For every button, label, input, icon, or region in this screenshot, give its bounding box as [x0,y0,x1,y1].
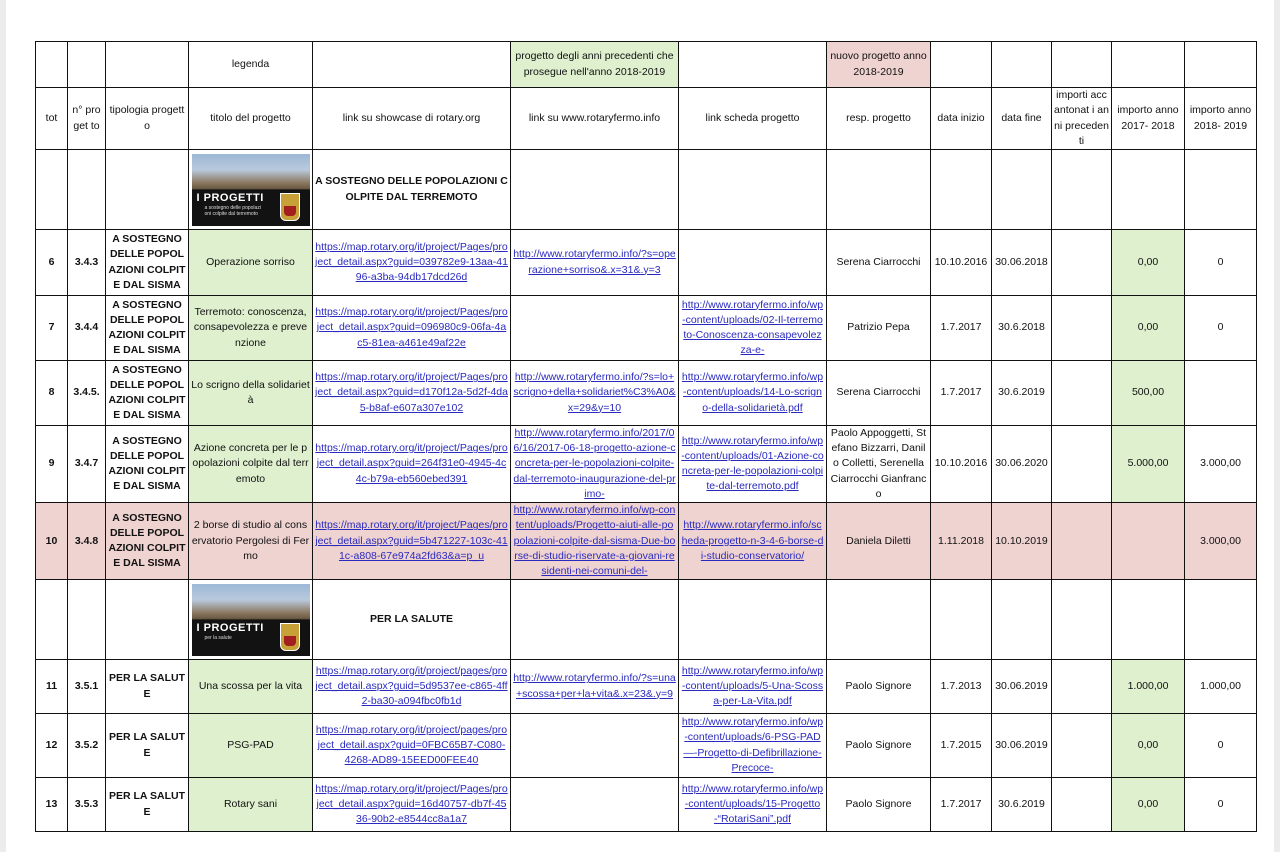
previous-amount [1052,778,1112,832]
scheda-link-text[interactable]: http://www.rotaryfermo.info/wp-content/uploads/02-Il-terremoto-Conoscenza-consapevolezza-e- [681,298,824,357]
legend-continuing: progetto degli anni precedenti che prosegue nell'anno 2018-2019 [511,42,679,88]
project-row [36,660,1257,714]
site-link-text[interactable]: http://www.rotaryfermo.info/2017/06/16/2017-06-18-progetto-azione-concreta-per-le-popolazioni-colpite-dal-terremoto-inaugurazione-del-primo- [513,427,676,500]
col-header: resp. progetto [827,88,931,150]
col-header: importo anno 2017- 2018 [1112,88,1185,150]
project-number: 3.4.7 [68,426,106,503]
project-type: PER LA SALUTE [106,778,189,832]
start-date: 1.7.2013 [931,660,992,714]
project-row [36,426,1257,503]
row-number: 10 [36,503,68,580]
project-number: 3.4.4 [68,296,106,361]
project-title: Terremoto: conoscenza, consapevolezza e prevenzione [189,296,313,361]
site-link [511,660,679,714]
project-row [36,361,1257,426]
start-date: 10.10.2016 [931,230,992,296]
scheda-link [679,426,827,503]
showcase-link-text[interactable]: https://map.rotary.org/it/project/pages/project_detail.aspx?guid=0FBC65B7-C080-4268-AD89-15EED00FEE40 [315,723,508,767]
site-link [511,230,679,296]
amount-2017-2018: 0,00 [1112,296,1185,361]
project-owner: Patrizio Pepa [827,296,931,361]
project-row [36,230,1257,296]
end-date: 30.06.2020 [992,426,1052,503]
project-type: PER LA SALUTE [106,714,189,778]
amount-2017-2018: 1.000,00 [1112,660,1185,714]
project-title: PSG-PAD [189,714,313,778]
row-number: 8 [36,361,68,426]
section-banner-image: I PROGETTI per la salute [192,584,310,656]
previous-amount [1052,426,1112,503]
col-header: tot [36,88,68,150]
project-type: PER LA SALUTE [106,660,189,714]
showcase-link-text[interactable]: https://map.rotary.org/it/project/Pages/project_detail.aspx?guid=096980c9-06fa-4ac5-81ea-a461e49af22e [315,306,508,349]
scheda-link [679,296,827,361]
project-row [36,778,1257,832]
scheda-link [679,230,827,296]
project-owner: Paolo Signore [827,778,931,832]
amount-2018-2019: 0 [1185,714,1257,778]
project-title: Azione concreta per le popolazioni colpite dal terremoto [189,426,313,503]
project-number: 3.5.2 [68,714,106,778]
showcase-link [313,660,511,714]
col-header: titolo del progetto [189,88,313,150]
site-link [511,361,679,426]
previous-amount [1052,660,1112,714]
row-number: 9 [36,426,68,503]
col-header: data inizio [931,88,992,150]
scheda-link [679,778,827,832]
end-date: 10.10.2019 [992,503,1052,580]
amount-2018-2019: 0 [1185,296,1257,361]
showcase-link-text[interactable]: https://map.rotary.org/it/project/Pages/project_detail.aspx?guid=5b471227-103c-411c-a808-67e974a2fd63&a=p_u [315,519,508,562]
start-date: 1.7.2015 [931,714,992,778]
showcase-link [313,426,511,503]
column-header-row [36,88,1257,150]
section-salute-row [36,580,1257,660]
amount-2017-2018: 0,00 [1112,778,1185,832]
row-number: 7 [36,296,68,361]
project-title: Lo scrigno della solidarietà [189,361,313,426]
scheda-link [679,714,827,778]
project-owner: Paolo Signore [827,660,931,714]
end-date: 30.06.2019 [992,660,1052,714]
legend-new: nuovo progetto anno 2018-2019 [827,42,931,88]
scheda-link-text[interactable]: http://www.rotaryfermo.info/wp-content/uploads/5-Una-Scossa-per-La-Vita.pdf [681,664,824,708]
project-type: A SOSTEGNO DELLE POPOLAZIONI COLPITE DAL SISMA [106,426,189,503]
site-link-text[interactable]: http://www.rotaryfermo.info/?s=lo+scrigno+della+solidariet%C3%A0&x=29&y=10 [513,371,676,414]
amount-2018-2019 [1185,361,1257,426]
row-number: 6 [36,230,68,296]
project-number: 3.4.5. [68,361,106,426]
section-banner-image: I PROGETTI a sostegno delle popolazioni colpite dal terremoto [192,154,310,226]
showcase-link [313,361,511,426]
row-number: 12 [36,714,68,778]
project-number: 3.4.3 [68,230,106,296]
project-row [36,503,1257,580]
showcase-link [313,714,511,778]
project-title: Rotary sani [189,778,313,832]
scheda-link-text[interactable]: http://www.rotaryfermo.info/wp-content/uploads/14-Lo-scrigno-della-solidarietà.pdf [681,371,824,414]
rotary-seal-icon [280,623,300,651]
site-link-text[interactable]: http://www.rotaryfermo.info/?s=una+scossa+per+la+vita&.x=23&.y=9 [513,672,676,700]
start-date: 10.10.2016 [931,426,992,503]
scheda-link-text[interactable]: http://www.rotaryfermo.info/scheda-progetto-n-3-4-6-borse-di-studio-conservatorio/ [681,519,824,562]
previous-amount [1052,296,1112,361]
row-number: 11 [36,660,68,714]
section-heading: A SOSTEGNO DELLE POPOLAZIONI COLPITE DAL TERREMOTO [313,150,511,230]
section-heading: PER LA SALUTE [313,580,511,660]
rotary-seal-icon [280,193,300,221]
legend-label: legenda [189,42,313,88]
start-date: 1.7.2017 [931,296,992,361]
end-date: 30.6.2019 [992,361,1052,426]
amount-2018-2019: 3.000,00 [1185,503,1257,580]
amount-2018-2019: 0 [1185,778,1257,832]
col-header: tipologia progetto [106,88,189,150]
site-link [511,296,679,361]
site-link-text[interactable]: http://www.rotaryfermo.info/wp-content/uploads/Progetto-aiuti-alle-popolazioni-colpite-dal-sisma-Due-borse-di-studio-riservate-a-giovani-residenti-nei-comuni-del- [513,504,676,577]
scheda-link [679,361,827,426]
showcase-link [313,296,511,361]
project-number: 3.5.3 [68,778,106,832]
previous-amount [1052,714,1112,778]
col-header: importi accantonat i anni precedenti [1052,88,1112,150]
project-type: A SOSTEGNO DELLE POPOLAZIONI COLPITE DAL SISMA [106,230,189,296]
project-owner: Daniela Diletti [827,503,931,580]
showcase-link-text[interactable]: https://map.rotary.org/it/project/Pages/project_detail.aspx?guid=16d40757-db7f-4536-90b2-e8544cc8a1a7 [315,782,508,826]
col-header: link scheda progetto [679,88,827,150]
col-header: link su showcase di rotary.org [313,88,511,150]
showcase-link-text[interactable]: https://map.rotary.org/it/project/pages/project_detail.aspx?guid=5d9537ee-c865-4ff2-ba30-a094fbc0fb1d [315,664,508,708]
amount-2017-2018: 500,00 [1112,361,1185,426]
end-date: 30.6.2018 [992,296,1052,361]
amount-2017-2018: 0,00 [1112,714,1185,778]
showcase-link-text[interactable]: https://map.rotary.org/it/project/Pages/project_detail.aspx?guid=d170f12a-5d2f-4da5-b8af-e607a307e102 [315,371,508,414]
end-date: 30.06.2018 [992,230,1052,296]
project-number: 3.5.1 [68,660,106,714]
end-date: 30.06.2019 [992,714,1052,778]
project-owner: Paolo Appoggetti, Stefano Bizzarri, Danilo Colletti, Serenella Ciarrocchi Gianfranco [827,426,931,503]
previous-amount [1052,230,1112,296]
amount-2017-2018: 5.000,00 [1112,426,1185,503]
project-owner: Serena Ciarrocchi [827,230,931,296]
project-row [36,714,1257,778]
section-sisma-row [36,150,1257,230]
project-title: 2 borse di studio al conservatorio Pergolesi di Fermo [189,503,313,580]
legend-row [36,42,1257,88]
showcase-link-text[interactable]: https://map.rotary.org/it/project/Pages/project_detail.aspx?guid=264f31e0-4945-4c4c-b79a-eb560ebed391 [315,442,508,485]
start-date: 1.7.2017 [931,778,992,832]
col-header: importo anno 2018- 2019 [1185,88,1257,150]
project-title: Operazione sorriso [189,230,313,296]
spreadsheet-page [6,0,1274,852]
previous-amount [1052,503,1112,580]
amount-2017-2018: 0,00 [1112,230,1185,296]
previous-amount [1052,361,1112,426]
site-link [511,503,679,580]
showcase-link-text[interactable]: https://map.rotary.org/it/project/Pages/project_detail.aspx?guid=039782e9-13aa-4196-a3ba-94db17dcd26d [315,240,508,284]
amount-2018-2019: 1.000,00 [1185,660,1257,714]
site-link [511,426,679,503]
col-header: n° proget to [68,88,106,150]
row-number: 13 [36,778,68,832]
project-row [36,296,1257,361]
showcase-link [313,503,511,580]
site-link [511,778,679,832]
scheda-link [679,503,827,580]
site-link [511,714,679,778]
project-title: Una scossa per la vita [189,660,313,714]
col-header: data fine [992,88,1052,150]
amount-2018-2019: 0 [1185,230,1257,296]
project-owner: Serena Ciarrocchi [827,361,931,426]
scheda-link-text[interactable]: http://www.rotaryfermo.info/wp-content/uploads/6-PSG-PAD—-Progetto-di-Defibrillazione-Precoce- [681,716,824,774]
project-type: A SOSTEGNO DELLE POPOLAZIONI COLPITE DAL SISMA [106,361,189,426]
project-owner: Paolo Signore [827,714,931,778]
project-type: A SOSTEGNO DELLE POPOLAZIONI COLPITE DAL SISMA [106,296,189,361]
scheda-link-text[interactable]: http://www.rotaryfermo.info/wp-content/uploads/15-Progetto-“RotariSani”.pdf [681,782,824,826]
col-header: link su www.rotaryfermo.info [511,88,679,150]
amount-2017-2018 [1112,503,1185,580]
showcase-link [313,230,511,296]
start-date: 1.7.2017 [931,361,992,426]
site-link-text[interactable]: http://www.rotaryfermo.info/?s=operazione+sorriso&.x=31&.y=3 [513,248,676,276]
scheda-link-text[interactable]: http://www.rotaryfermo.info/wp-content/uploads/01-Azione-concreta-per-le-popolazioni-colpite-dal-terremoto.pdf [681,434,824,493]
project-type: A SOSTEGNO DELLE POPOLAZIONI COLPITE DAL SISMA [106,503,189,580]
projects-table [35,41,1257,832]
start-date: 1.11.2018 [931,503,992,580]
end-date: 30.6.2019 [992,778,1052,832]
project-number: 3.4.8 [68,503,106,580]
scheda-link [679,660,827,714]
showcase-link [313,778,511,832]
amount-2018-2019: 3.000,00 [1185,426,1257,503]
